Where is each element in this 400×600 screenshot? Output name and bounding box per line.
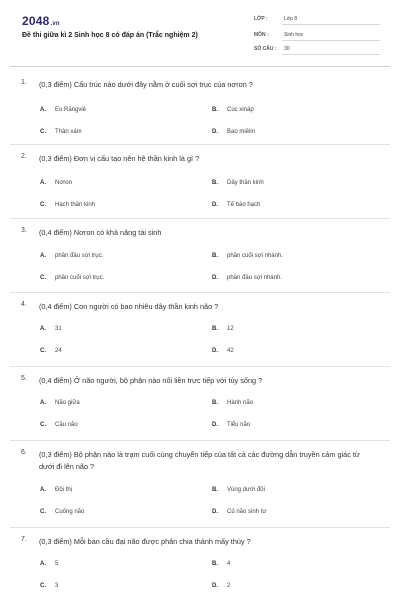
meta-label: MÔN : xyxy=(254,32,269,38)
option-text: phần đầu sợi nhánh. xyxy=(227,275,282,281)
option-letter: D. xyxy=(212,583,218,589)
meta-value: Lớp 8 xyxy=(284,16,298,22)
option-text: Củ não sinh tư xyxy=(227,509,267,515)
meta-label: SỐ CÂU : xyxy=(254,46,277,52)
option-letter: C. xyxy=(40,422,46,428)
option-letter: A. xyxy=(40,326,46,332)
option-letter: B. xyxy=(212,180,218,186)
option-text: Vùng dưới đồi xyxy=(227,487,265,493)
question-separator xyxy=(10,527,390,528)
question-number: 4. xyxy=(21,301,27,308)
logo-text: 2048 xyxy=(22,14,50,28)
option-letter: A. xyxy=(40,561,46,567)
option-text: phần cuối sợi nhánh. xyxy=(227,253,283,259)
question-separator xyxy=(10,218,390,219)
question-number: 2. xyxy=(21,153,27,160)
question-number: 5. xyxy=(21,375,27,382)
option-text: Tế bào hạch xyxy=(227,202,261,208)
option-text: 42 xyxy=(227,348,234,354)
logo-suffix: .vn xyxy=(50,21,60,27)
option-text: Cầu não xyxy=(55,422,78,428)
option-text: Đồi thị xyxy=(55,487,73,493)
option-letter: C. xyxy=(40,509,46,515)
meta-value: Sinh học xyxy=(284,32,304,38)
option-letter: A. xyxy=(40,180,46,186)
option-text: Hành não xyxy=(227,400,254,406)
option-text: 4 xyxy=(227,561,231,567)
option-letter: A. xyxy=(40,487,46,493)
question-text: (0,3 điểm) Mỗi bán cầu đại não được phân chia thành mấy thùy ? xyxy=(39,537,251,546)
option-letter: A. xyxy=(40,253,46,259)
page-title: Đề thi giữa kì 2 Sinh học 8 có đáp án (Trắc nghiệm 2) xyxy=(22,32,198,39)
option-letter: B. xyxy=(212,253,218,259)
option-letter: C. xyxy=(40,202,46,208)
document-header xyxy=(0,0,400,68)
question-separator xyxy=(10,144,390,145)
option-text: 24 xyxy=(55,348,62,354)
option-letter: D. xyxy=(212,129,218,135)
option-text: Bao miêlin xyxy=(227,129,256,135)
question-text: (0,4 điểm) Ở não người, bộ phận nào nối liền trực tiếp với tủy sống ? xyxy=(39,376,263,385)
option-text: phần đầu sợi trục. xyxy=(55,253,104,259)
option-letter: D. xyxy=(212,422,218,428)
question-text: (0,3 điểm) Bộ phận nào là trạm cuối cùng chuyển tiếp của tất cả các đường dẫn truyền cảm giác từ dưới đi lên não ? xyxy=(39,450,360,471)
question-text: (0,3 điểm) Cấu trúc nào dưới đây nằm ở cuối sợi trục của nơron ? xyxy=(39,80,253,89)
meta-class xyxy=(254,15,380,25)
option-text: Nơron xyxy=(55,180,72,186)
question-separator xyxy=(10,292,390,293)
option-text: Cúc xináp xyxy=(227,107,254,113)
option-letter: D. xyxy=(212,348,218,354)
option-letter: D. xyxy=(212,275,218,281)
meta-value: 30 xyxy=(284,46,290,52)
option-letter: B. xyxy=(212,107,218,113)
question-number: 6. xyxy=(21,449,27,456)
option-text: Cuống não xyxy=(55,509,85,515)
option-letter: C. xyxy=(40,583,46,589)
option-text: 12 xyxy=(227,326,234,332)
option-text: 5 xyxy=(55,561,59,567)
option-letter: B. xyxy=(212,400,218,406)
option-text: Hạch thần kinh xyxy=(55,202,96,208)
option-text: Thân xám xyxy=(55,129,82,135)
question-text: (0,3 điểm) Đơn vị cấu tạo nên hệ thần kinh là gì ? xyxy=(39,154,200,163)
option-letter: A. xyxy=(40,107,46,113)
option-letter: B. xyxy=(212,561,218,567)
option-text: Não giữa xyxy=(55,400,80,406)
option-letter: B. xyxy=(212,326,218,332)
option-text: phần cuối sợi trục. xyxy=(55,275,105,281)
question-separator xyxy=(10,440,390,441)
option-text: Tiểu não xyxy=(227,422,251,428)
meta-label: LỚP : xyxy=(254,16,268,22)
question-text: (0,4 điểm) Con người có bao nhiêu dây thần kinh não ? xyxy=(39,302,219,311)
question-number: 7. xyxy=(21,536,27,543)
question-number: 1. xyxy=(21,79,27,86)
option-text: 3 xyxy=(55,583,59,589)
meta-question-count xyxy=(254,45,380,55)
option-text: Dây thần kinh xyxy=(227,180,264,186)
option-letter: B. xyxy=(212,487,218,493)
question-text: (0,4 điểm) Nơron có khả năng tái sinh xyxy=(39,228,162,237)
option-letter: C. xyxy=(40,275,46,281)
meta-subject xyxy=(254,31,380,41)
option-letter: D. xyxy=(212,202,218,208)
option-letter: C. xyxy=(40,348,46,354)
question-separator xyxy=(10,366,390,367)
option-text: Eo Răngviê xyxy=(55,107,87,113)
option-letter: A. xyxy=(40,400,46,406)
option-letter: D. xyxy=(212,509,218,515)
option-text: 2 xyxy=(227,583,231,589)
question-number: 3. xyxy=(21,227,27,234)
option-text: 31 xyxy=(55,326,62,332)
site-logo[interactable] xyxy=(22,14,60,28)
option-letter: C. xyxy=(40,129,46,135)
header-divider xyxy=(10,66,390,67)
